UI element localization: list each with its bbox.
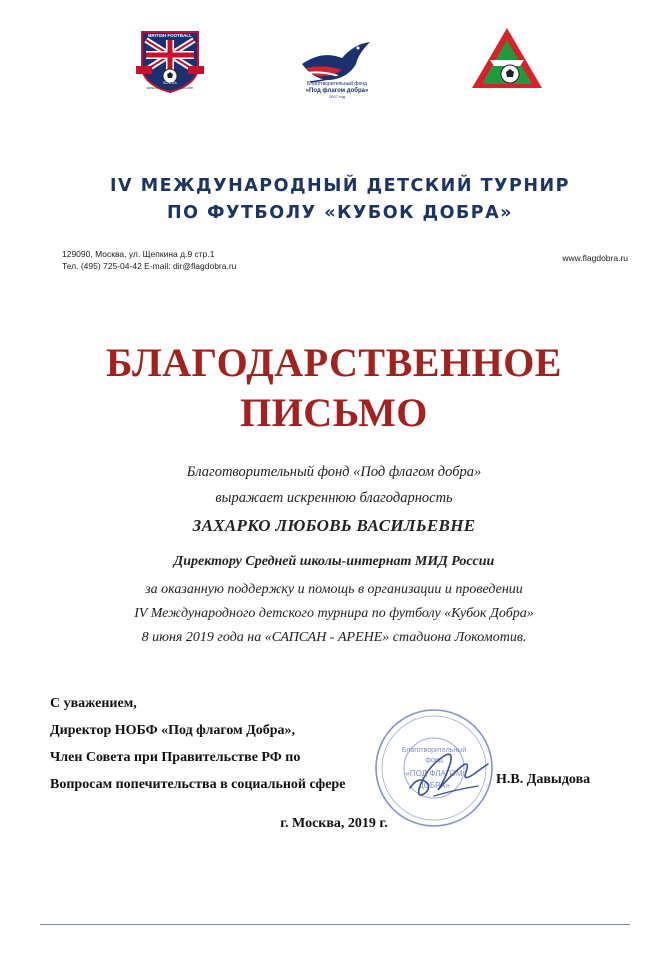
letter-title xyxy=(40,338,628,438)
british-football-school-logo xyxy=(136,26,204,94)
recipient-name: ЗАХАРКО ЛЮБОВЬ ВАСИЛЬЕВНЕ xyxy=(192,516,476,535)
bottom-divider xyxy=(40,924,630,925)
fund-line: Благотворительный фонд «Под флагом добра» xyxy=(186,464,482,480)
address-line-2: Тел. (495) 725-04-42 E-mail: dir@flagdobra.ru xyxy=(62,261,237,271)
reason-line-1: за оказанную поддержку и помощь в организации и проведении xyxy=(145,582,523,597)
signer-name: Н.В. Давыдова xyxy=(496,772,591,787)
tournament-title-line-1: IV МЕЖДУНАРОДНЫЙ ДЕТСКИЙ ТУРНИР xyxy=(110,176,570,196)
fund-dove-logo xyxy=(292,34,382,112)
bfs-url: www.britishfootballschool.com xyxy=(146,86,194,90)
fund-logo-caption xyxy=(286,82,388,99)
stamp-line-3: «ПОД ФЛАГОМ xyxy=(405,769,463,778)
handwritten-signature xyxy=(401,736,494,806)
bfs-logo-text-2: SCHOOL xyxy=(162,81,178,85)
reason-block xyxy=(40,578,628,650)
reason-line-3: 8 июня 2019 года на «САПСАН - АРЕНЕ» стадиона Локомотив. xyxy=(141,630,527,645)
letter-title-line-1: БЛАГОДАРСТВЕННОЕ xyxy=(106,340,562,385)
signature-block xyxy=(50,690,345,798)
sign-line-2: Директор НОБФ «Под флагом Добра», xyxy=(50,723,296,738)
website-link[interactable]: www.flagdobra.ru xyxy=(562,253,628,263)
stamp-line-2: фонд xyxy=(425,757,443,764)
reason-line-2: IV Международного детского турнира по футболу «Кубок Добра» xyxy=(134,606,534,621)
sign-line-1: С уважением, xyxy=(50,696,137,711)
recipient-position: Директору Средней школы-интернат МИД России xyxy=(173,554,495,569)
lokomotiv-logo xyxy=(470,26,544,90)
stamp-line-1: Благотворительный xyxy=(401,747,467,754)
tournament-title-line-2: ПО ФУТБОЛУ «КУБОК ДОБРА» xyxy=(167,203,513,223)
sign-line-4: Вопросам попечительства в социальной сфере xyxy=(50,777,346,792)
sign-line-3: Член Совета при Правительстве РФ по xyxy=(50,750,301,765)
stamp-line-4: ДОБРА» xyxy=(418,781,450,790)
address-block xyxy=(62,248,236,272)
address-line-1: 129090, Москва, ул. Щепкина д.9 стр.1 xyxy=(62,249,215,259)
city-year: г. Москва, 2019 г. xyxy=(280,816,388,831)
fund-caption-line-1: Благотворительный фонд xyxy=(306,81,368,87)
bfs-logo-text-1: BRITISH FOOTBALL xyxy=(148,33,192,38)
fund-caption-line-2: «Под флагом добра» xyxy=(305,87,369,94)
thanks-line: выражает искреннюю благодарность xyxy=(215,490,453,506)
fund-caption-line-3: 2007 год xyxy=(329,93,345,99)
tournament-title xyxy=(60,173,620,227)
letter-title-line-2: ПИСЬМО xyxy=(240,390,428,435)
